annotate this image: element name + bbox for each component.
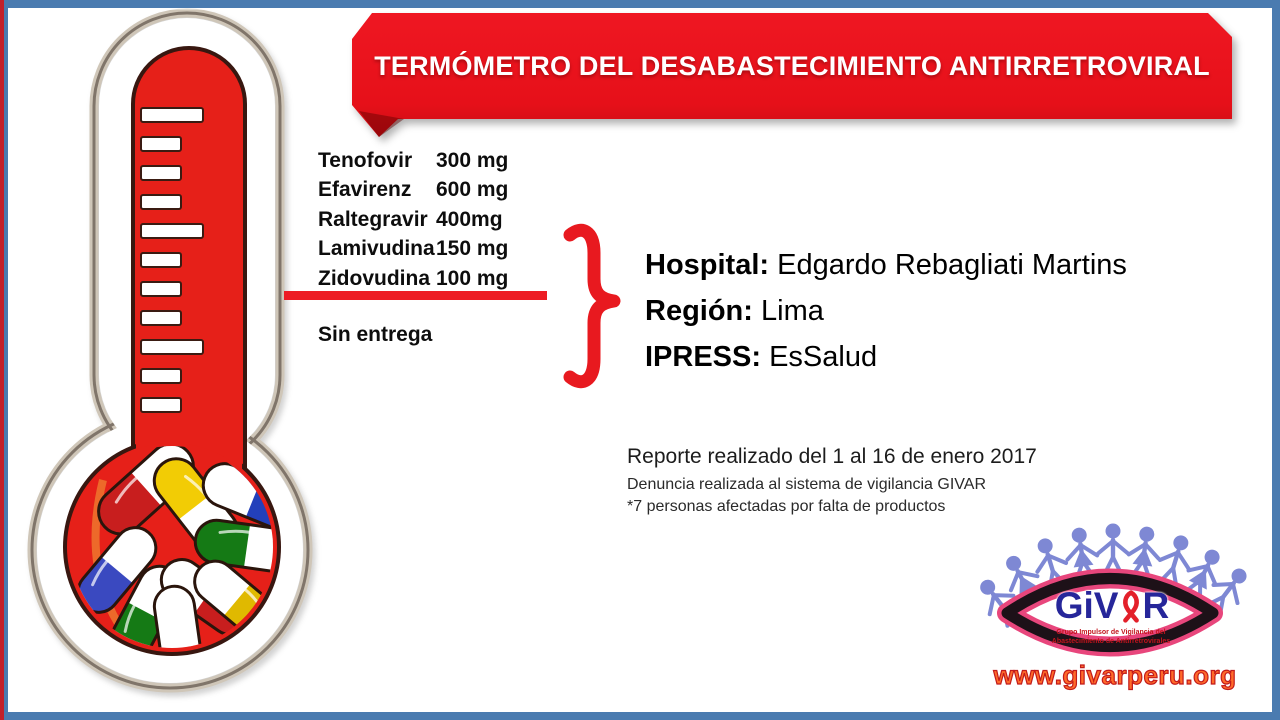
tick-mark	[141, 311, 181, 325]
tick-mark	[141, 282, 181, 296]
page-title: TERMÓMETRO DEL DESABASTECIMIENTO ANTIRRETROVIRAL	[374, 50, 1210, 81]
givar-letters-post: R	[1142, 585, 1170, 626]
tick-mark	[141, 340, 203, 354]
givar-wordmark	[1032, 584, 1192, 628]
title-banner	[352, 13, 1232, 139]
tick-mark	[141, 253, 181, 267]
case-label: IPRESS:	[645, 341, 762, 373]
givar-caption-line2: Abastecimiento de Antirretrovirales	[1051, 637, 1171, 645]
drug-name: Zidovudina	[318, 266, 430, 290]
case-row	[645, 288, 1127, 334]
case-row	[645, 242, 1127, 288]
givar-caption	[1026, 629, 1196, 646]
drug-dose: 600 mg	[436, 178, 509, 202]
drug-row	[318, 175, 508, 204]
drug-dose: 400mg	[436, 207, 503, 231]
case-row	[645, 334, 1127, 380]
drug-name: Efavirenz	[318, 178, 412, 202]
tick-mark	[141, 398, 181, 412]
tick-mark	[141, 369, 181, 383]
tick-mark	[141, 166, 181, 180]
aids-ribbon-icon	[1119, 588, 1143, 625]
case-value: EsSalud	[761, 341, 878, 373]
person-figure	[1098, 524, 1128, 574]
thermometer-illustration	[0, 0, 340, 720]
tick-mark	[141, 195, 181, 209]
report-source: Denuncia realizada al sistema de vigilancia GIVAR	[627, 476, 986, 493]
drug-row	[318, 264, 508, 293]
tick-mark	[141, 224, 203, 238]
givar-letters-pre: GiV	[1054, 585, 1119, 626]
case-value: Edgardo Rebagliati Martins	[769, 249, 1127, 281]
case-info	[645, 242, 1127, 380]
case-label: Hospital:	[645, 249, 770, 281]
case-label: Región:	[645, 295, 753, 327]
drug-name: Lamivudina	[318, 237, 435, 261]
drug-row	[318, 205, 508, 234]
report-affected: *7 personas afectadas por falta de productos	[627, 497, 946, 515]
case-value: Lima	[752, 295, 824, 327]
status-label: Sin entrega	[318, 323, 433, 346]
drug-row	[318, 146, 508, 175]
tick-mark	[141, 108, 203, 122]
tick-mark	[141, 137, 181, 151]
drug-name: Raltegravir	[318, 207, 428, 231]
givar-caption-line1: Grupo Impulsor de Vigilancia del	[1056, 629, 1166, 636]
curly-brace	[552, 213, 632, 403]
website-link[interactable]: www.givarperu.org	[993, 660, 1237, 690]
drug-list	[318, 146, 508, 293]
drug-dose: 100 mg	[436, 266, 509, 290]
red-separator-line	[284, 291, 547, 300]
drug-name: Tenofovir	[318, 149, 413, 172]
report-period: Reporte realizado del 1 al 16 de enero 2017	[627, 445, 1037, 468]
drug-dose: 300 mg	[436, 149, 509, 172]
drug-row	[318, 234, 508, 263]
drug-dose: 150 mg	[436, 237, 509, 261]
report-block	[627, 443, 1037, 517]
